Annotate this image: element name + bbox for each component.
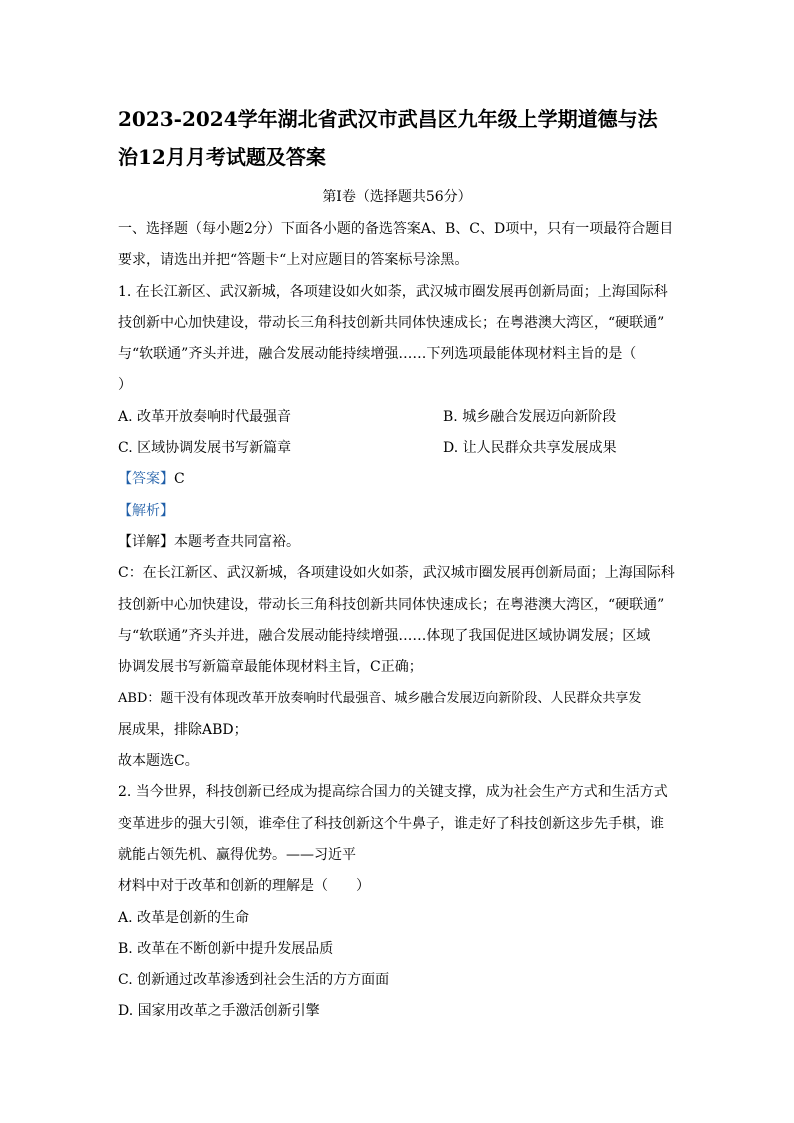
explanation-line: 展成果，排除ABD；: [118, 721, 248, 738]
option-b: B. 改革在不断创新中提升发展品质: [118, 940, 334, 957]
detail-line: [118, 527, 678, 558]
question-1-stem-line: ）: [118, 377, 132, 394]
option-c: C. 区域协调发展书写新篇章: [118, 440, 292, 457]
explanation-line: 技创新中心加快建设，带动长三角科技创新共同体快速成长；在粤港澳大湾区，“硬联通”: [118, 596, 665, 613]
explanation-line: 故本题选C。: [118, 753, 199, 770]
question-1-options-row: [118, 433, 678, 464]
question-1-stem-line: 1. 在长江新区、武汉新城，各项建设如火如荼，武汉城市圈发展再创新局面；上海国际科: [118, 283, 668, 300]
analysis-line: [118, 496, 678, 527]
option-a: A. 改革是创新的生命: [118, 909, 250, 926]
question-2-stem-line: 就能占领先机、赢得优势。——习近平: [118, 846, 356, 863]
answer-value: C: [174, 471, 185, 488]
explanation-line: C：在长江新区、武汉新城，各项建设如火如荼，武汉城市圈发展再创新局面；上海国际科: [118, 565, 675, 582]
option-c: C. 创新通过改革渗透到社会生活的方方面面: [118, 972, 390, 989]
explanation-line: ABD：题干没有体现改革开放奏响时代最强音、城乡融合发展迈向新阶段、人民群众共享发: [118, 691, 642, 707]
explanation-line: 协调发展书写新篇章最能体现材料主旨，C正确；: [118, 659, 423, 676]
instruction-line: 要求，请选出并把“答题卡“上对应题目的答案标号涂黑。: [118, 252, 469, 269]
answer-line: [118, 464, 678, 495]
option-d: D. 让人民群众共享发展成果: [443, 440, 617, 457]
detail-text: 本题考查共同富裕。: [174, 533, 300, 550]
analysis-tag: 【解析】: [118, 502, 174, 519]
instruction-line: 一、选择题（每小题2分）下面各小题的备选答案A、B、C、D项中，只有一项最符合题目: [118, 221, 674, 237]
option-b: B. 城乡融合发展迈向新阶段: [443, 408, 617, 425]
question-2-stem-line: 变革进步的强大引领，谁牵住了科技创新这个牛鼻子，谁走好了科技创新这步先手棋，谁: [118, 815, 664, 832]
section-heading: 第Ⅰ卷（选择题共56分）: [322, 189, 472, 205]
question-2-stem-line: 2. 当今世界，科技创新已经成为提高综合国力的关键支撑，成为社会生产方式和生活方式: [118, 784, 668, 801]
answer-tag: 【答案】: [118, 471, 174, 488]
question-1-stem-line: 与“软联通”齐头并进，融合发展动能持续增强……下列选项最能体现材料主旨的是（: [118, 346, 637, 363]
question-1-options-row: [118, 402, 678, 433]
question-2-stem-line: 材料中对于改革和创新的理解是（ ）: [118, 878, 370, 895]
title-line-2: 治12月月考试题及答案: [118, 145, 326, 169]
document-title: [118, 100, 678, 176]
option-d: D. 国家用改革之手激活创新引擎: [118, 1003, 320, 1020]
option-a: A. 改革开放奏响时代最强音: [118, 408, 292, 425]
document-body: [118, 214, 678, 1028]
detail-tag: 【详解】: [118, 533, 174, 550]
question-1-stem-line: 技创新中心加快建设，带动长三角科技创新共同体快速成长；在粤港澳大湾区，“硬联通”: [118, 314, 665, 331]
title-line-1: 2023-2024学年湖北省武汉市武昌区九年级上学期道德与法: [118, 107, 658, 131]
explanation-line: 与“软联通”齐头并进，融合发展动能持续增强……体现了我国促进区域协调发展；区域: [118, 627, 651, 644]
